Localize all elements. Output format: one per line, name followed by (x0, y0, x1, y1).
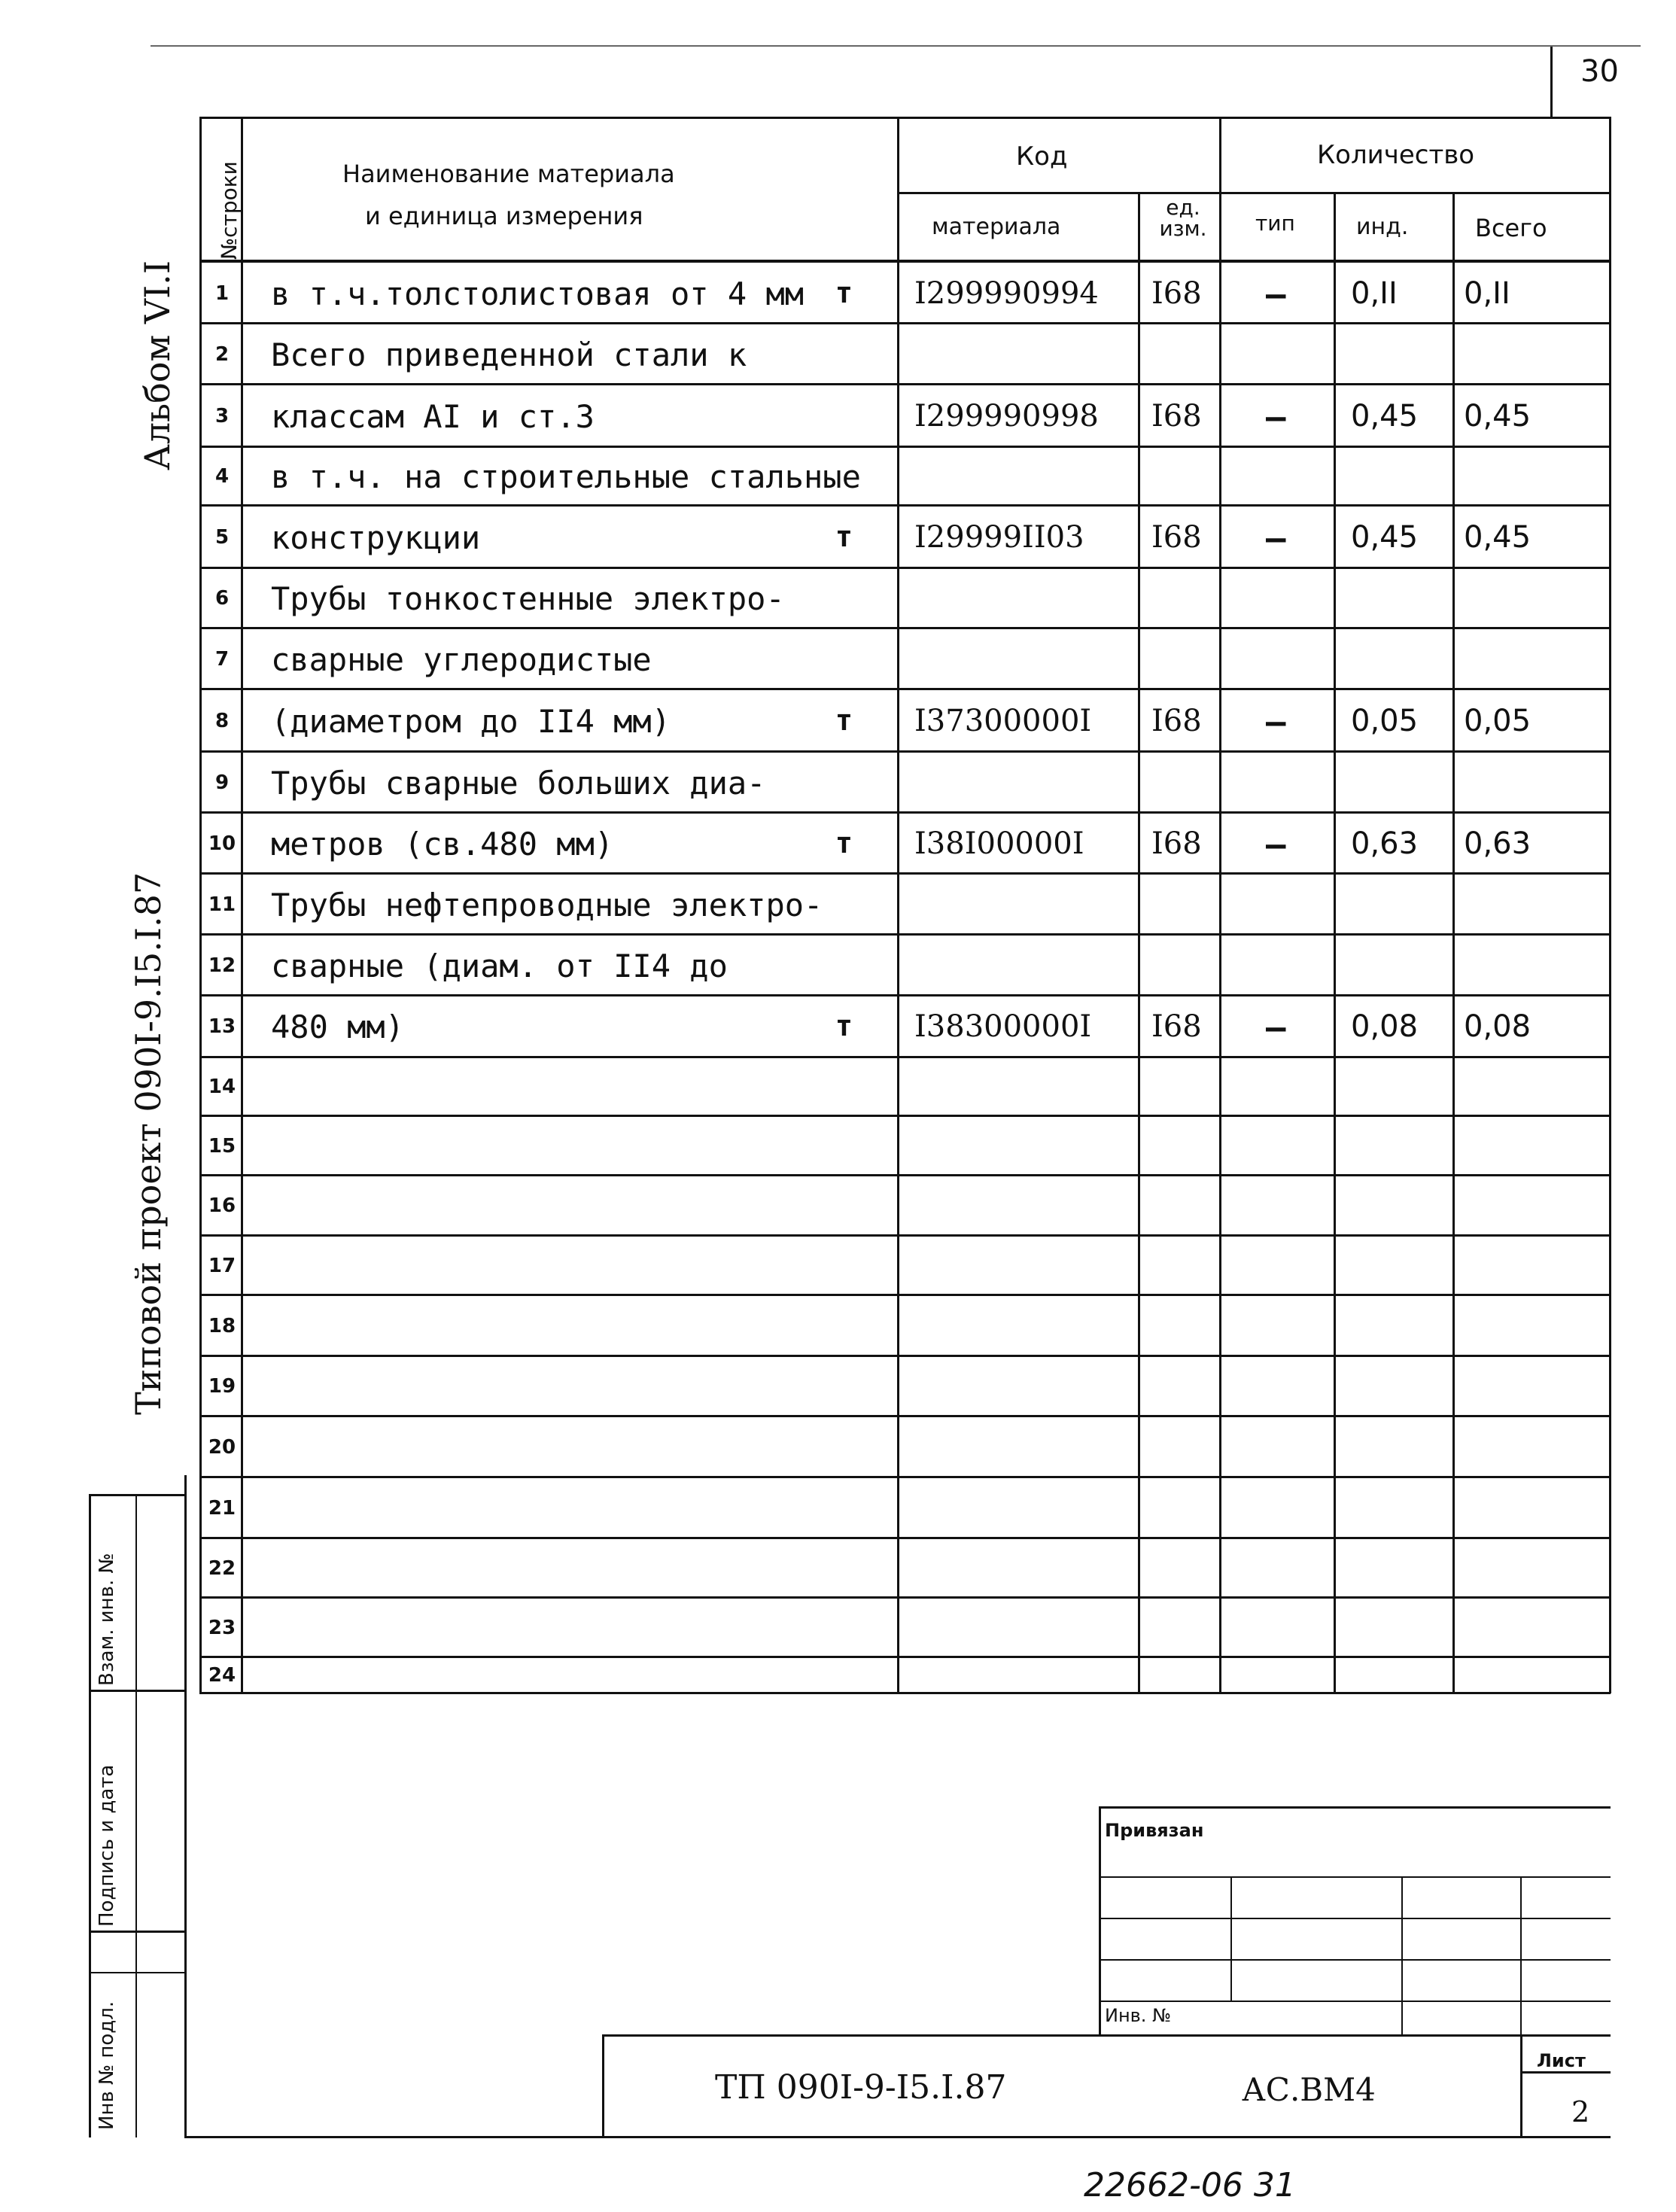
row-rule (199, 1056, 1611, 1058)
material-unit: т (835, 1009, 853, 1042)
row-number: 15 (208, 1135, 236, 1158)
material-name: метров (св.480 мм) (271, 826, 614, 863)
row-number: 2 (214, 343, 230, 366)
page-number: 30 (1580, 54, 1619, 89)
qty-total: 0,05 (1464, 704, 1532, 738)
material-name: Трубы тонкостенные электро- (271, 580, 785, 617)
row-rule (199, 688, 1611, 690)
title-main-top (602, 2034, 1611, 2037)
row-number: 20 (208, 1436, 236, 1459)
row-number: 1 (214, 282, 230, 305)
row-rule (199, 627, 1611, 629)
row-rule (199, 1692, 1611, 1694)
material-code: I37300000I (914, 704, 1092, 738)
unit-code: I68 (1151, 520, 1202, 555)
document-section: АС.ВМ4 (1242, 2071, 1376, 2108)
unit-code: I68 (1151, 399, 1202, 434)
row-rule (199, 750, 1611, 753)
material-name: в т.ч.толстолистовая от 4 мм (271, 275, 805, 312)
qty-ind: 0,05 (1351, 704, 1419, 738)
qty-total: 0,08 (1464, 1009, 1532, 1044)
row-number: 5 (214, 526, 230, 549)
row-number: 6 (214, 587, 230, 610)
row-number: 11 (208, 893, 236, 916)
row-number: 24 (208, 1664, 236, 1687)
title-rule-3 (1099, 1959, 1611, 1961)
row-number: 19 (208, 1375, 236, 1398)
row-number: 3 (214, 405, 230, 427)
material-name: Всего приведенной стали к (271, 336, 747, 373)
row-number: 18 (208, 1315, 236, 1337)
row-rule (199, 1294, 1611, 1296)
title-rule-1 (1099, 1876, 1611, 1878)
col-divider-unit (1219, 117, 1221, 1693)
qty-total-header: Всего (1475, 214, 1547, 242)
footer-archive-code: 22662-06 31 (1084, 2166, 1296, 2204)
col-divider-ind (1452, 192, 1455, 1693)
col-divider-code (1138, 192, 1140, 1693)
code-unit-header: ед. изм. (1159, 195, 1207, 241)
qty-ind: 0,45 (1351, 520, 1419, 555)
side-stamp-left (89, 1494, 91, 2137)
material-name: конструкции (271, 519, 481, 556)
material-name: Трубы сварные больших диа- (271, 765, 766, 802)
unit-code: I68 (1151, 276, 1202, 311)
row-number: 7 (214, 648, 230, 671)
material-name-header-line2: и единица измерения (365, 202, 643, 230)
qty-ind: 0,63 (1351, 826, 1419, 861)
row-rule (199, 872, 1611, 875)
side-stamp-top (89, 1494, 187, 1496)
table-right-border (1609, 117, 1611, 1693)
col-divider-name (897, 117, 899, 1693)
row-number: 8 (214, 710, 230, 732)
code-material-header: материала (932, 214, 1061, 240)
qty-ind-header: инд. (1356, 214, 1409, 240)
sheet-label: Лист (1537, 2050, 1586, 2071)
qty-total: 0,II (1464, 276, 1510, 311)
unit-code: I68 (1151, 826, 1202, 861)
page-number-box-left (1550, 45, 1553, 117)
title-sheet-left (1520, 2034, 1522, 2137)
side-signature-label: Подпись и дата (96, 1764, 118, 1927)
row-rule (199, 1537, 1611, 1539)
material-code: I38300000I (914, 1009, 1092, 1044)
qty-ind: 0,45 (1351, 399, 1419, 434)
row-number: 17 (208, 1255, 236, 1277)
header-sub-rule (897, 192, 1611, 194)
row-number: 12 (208, 954, 236, 977)
material-code: I29999II03 (914, 520, 1084, 555)
qty-total: 0,45 (1464, 399, 1532, 434)
row-number: 13 (208, 1015, 236, 1038)
material-code: I299990998 (914, 399, 1099, 434)
header-bottom-rule (199, 260, 1611, 263)
row-rule (199, 1174, 1611, 1176)
album-label: Альбом VI.I (137, 260, 178, 470)
row-number: 4 (214, 465, 230, 488)
material-code: I38I00000I (914, 826, 1084, 861)
qty-total: 0,63 (1464, 826, 1532, 861)
qty-type: – (1266, 703, 1286, 741)
row-rule (199, 383, 1611, 385)
row-rule (199, 567, 1611, 569)
row-rule (199, 446, 1611, 448)
row-number: 9 (214, 771, 230, 794)
row-rule (199, 1415, 1611, 1417)
row-number: 16 (208, 1194, 236, 1217)
quantity-header: Количество (1317, 140, 1475, 170)
row-rule (199, 933, 1611, 936)
qty-type: – (1266, 1009, 1286, 1047)
material-unit: т (835, 520, 853, 553)
qty-ind: 0,II (1351, 276, 1398, 311)
side-stamp-rule-3 (89, 1972, 187, 1973)
row-number: 22 (208, 1557, 236, 1580)
side-stamp-rule-1 (89, 1690, 187, 1692)
row-number-header: №строки (217, 161, 242, 260)
frame-bottom-rule (184, 2136, 1611, 2138)
unit-code: I68 (1151, 1009, 1202, 1044)
material-name-header-line1: Наименование материала (342, 160, 675, 188)
row-number: 14 (208, 1076, 236, 1098)
lower-left-border (184, 1475, 187, 2137)
row-rule (199, 1476, 1611, 1478)
side-stamp-mid (135, 1494, 137, 2137)
material-name: сварные углеродистые (271, 641, 652, 678)
privyazan-label: Привязан (1105, 1820, 1204, 1841)
title-inv-no-label: Инв. № (1105, 2005, 1172, 2026)
title-vdiv-3 (1520, 1876, 1522, 2034)
title-sheet-rule (1520, 2071, 1611, 2074)
title-vdiv-2 (1401, 1876, 1403, 2034)
qty-type-header: тип (1255, 211, 1295, 236)
material-name: Трубы нефтепроводные электро- (271, 887, 823, 923)
title-privyazan-top (1099, 1806, 1611, 1809)
row-rule (199, 994, 1611, 996)
material-name: в т.ч. на строительные стальные (271, 458, 861, 495)
qty-total: 0,45 (1464, 520, 1532, 555)
row-rule (199, 1596, 1611, 1599)
row-rule (199, 1355, 1611, 1357)
row-rule (199, 322, 1611, 324)
material-name: (диаметром до II4 мм) (271, 703, 671, 740)
material-name: сварные (диам. от II4 до (271, 948, 728, 984)
row-rule (199, 1115, 1611, 1117)
title-rule-4 (1099, 2001, 1611, 2002)
title-vdiv-1 (1230, 1876, 1232, 2001)
material-unit: т (835, 276, 853, 309)
table-top-border (199, 117, 1611, 119)
side-stamp-rule-2 (89, 1931, 187, 1933)
material-unit: т (835, 704, 853, 737)
title-rule-2 (1099, 1918, 1611, 1919)
unit-code: I68 (1151, 704, 1202, 738)
top-rule (151, 45, 1641, 47)
row-number: 23 (208, 1617, 236, 1639)
row-rule (199, 504, 1611, 507)
material-code: I299990994 (914, 276, 1099, 311)
row-rule (199, 811, 1611, 814)
qty-type: – (1266, 275, 1286, 314)
col-divider-type (1334, 192, 1336, 1693)
material-name: 480 мм) (271, 1009, 405, 1045)
side-inv-podl-label: Инв № подл. (96, 2001, 118, 2130)
qty-ind: 0,08 (1351, 1009, 1419, 1044)
qty-type: – (1266, 519, 1286, 558)
sheet-number: 2 (1571, 2095, 1590, 2128)
row-number: 21 (208, 1497, 236, 1520)
document-code: ТП 090I-9-I5.I.87 (715, 2068, 1007, 2107)
row-rule (199, 1234, 1611, 1237)
project-label: Типовой проект 090I-9.I5.I.87 (128, 872, 169, 1415)
material-unit: т (835, 826, 853, 860)
title-main-left (602, 2034, 604, 2137)
code-header: Код (1016, 141, 1068, 172)
row-rule (199, 1656, 1611, 1658)
qty-type: – (1266, 826, 1286, 864)
side-inv-no-label: Взам. инв. № (96, 1553, 118, 1686)
material-name: классам АI и ст.3 (271, 398, 595, 435)
qty-type: – (1266, 398, 1286, 437)
row-number: 10 (208, 832, 236, 855)
